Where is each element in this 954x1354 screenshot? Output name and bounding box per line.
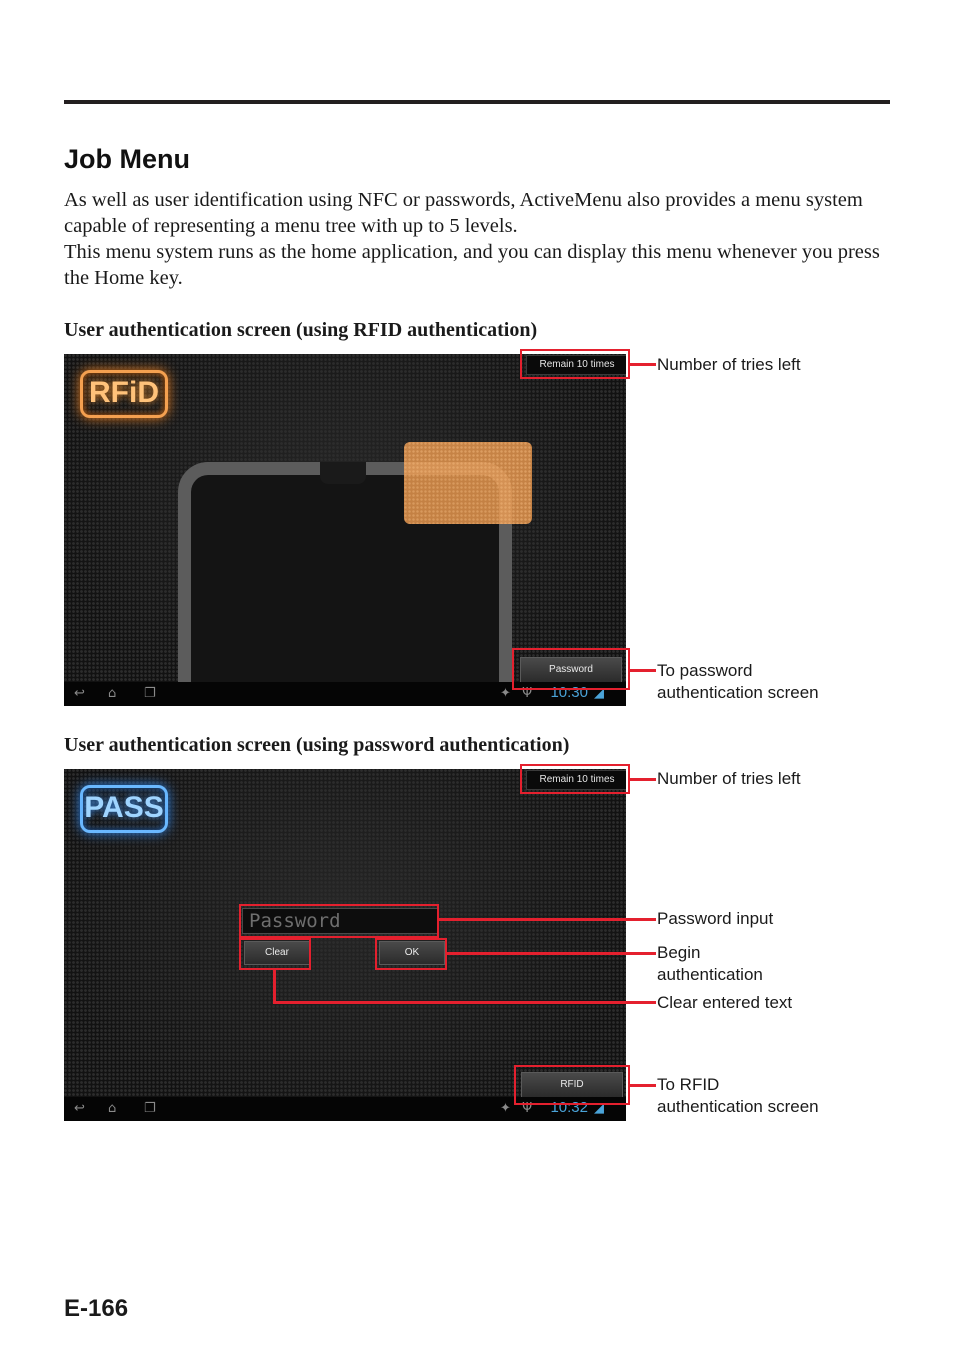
callout-begin-line2: authentication (657, 965, 763, 984)
remain-highlight (520, 349, 630, 379)
clear-button[interactable]: Clear (244, 941, 310, 965)
rfid-card-illustration (404, 442, 532, 524)
recent-apps-icon[interactable]: ❐ (144, 1101, 156, 1116)
page-number: E-166 (64, 1295, 129, 1322)
callout-begin-line1: Begin (657, 943, 701, 962)
intro-paragraph-1: As well as user identification using NFC or passwords, ActiveMenu also provides a menu system capable of representing a menu tree with up to 5 levels. (64, 189, 863, 237)
back-icon[interactable]: ↩ (74, 1101, 85, 1116)
callout-clear-text: Clear entered text (657, 993, 793, 1012)
callout-to-password (657, 660, 819, 704)
remain-leader (630, 778, 656, 781)
home-icon[interactable]: ⌂ (108, 686, 117, 701)
callout-begin-auth (657, 942, 763, 986)
pass-logo: PASS (80, 785, 168, 833)
clear-leader-horizontal (273, 1001, 656, 1004)
callout-password-input: Password input (657, 909, 774, 928)
ok-button-highlight (375, 938, 447, 970)
remain-tries-badge: Remain 10 times (526, 355, 626, 375)
callout-to-rfid (657, 1074, 819, 1118)
android-icon: ✦ (500, 686, 511, 701)
remain-leader (630, 363, 656, 366)
callout-to-rfid-line1: To RFID (657, 1075, 720, 1094)
status-clock: 10:32 (550, 1099, 588, 1116)
remain-tries-badge: Remain 10 times (526, 770, 626, 790)
clear-leader-vertical (273, 970, 276, 1003)
ok-button[interactable]: OK (379, 941, 445, 965)
page-title: Job Menu (64, 144, 190, 174)
password-button-highlight (512, 648, 630, 690)
rfid-leader (630, 1084, 656, 1087)
password-input-leader (439, 918, 656, 921)
rfid-logo: RFiD (80, 370, 168, 418)
rfid-button[interactable]: RFID (521, 1072, 623, 1098)
android-icon: ✦ (500, 1101, 511, 1116)
pass-subheading: User authentication screen (using password authentication) (64, 734, 570, 756)
wifi-icon: ◢ (594, 686, 604, 701)
callout-to-password-line2: authentication screen (657, 683, 819, 702)
callout-tries-left: Number of tries left (657, 355, 801, 374)
recent-apps-icon[interactable]: ❐ (144, 686, 156, 701)
callout-to-password-line1: To password (657, 661, 753, 680)
rfid-button-highlight (514, 1065, 630, 1105)
intro-paragraph-2: This menu system runs as the home application, and you can display this menu whenever you press the Home key. (64, 241, 880, 289)
password-input-highlight (239, 904, 439, 938)
usb-icon: Ψ (522, 686, 533, 701)
clear-button-highlight (239, 938, 311, 970)
back-icon[interactable]: ↩ (74, 686, 85, 701)
callout-to-rfid-line2: authentication screen (657, 1097, 819, 1116)
status-clock: 10:30 (550, 684, 588, 701)
callout-tries-left: Number of tries left (657, 769, 801, 788)
top-rule (64, 100, 890, 104)
tablet-notch (320, 462, 366, 484)
password-button[interactable]: Password (520, 657, 622, 683)
rfid-subheading: User authentication screen (using RFID authentication) (64, 319, 538, 341)
remain-highlight (520, 764, 630, 794)
wifi-icon: ◢ (594, 1101, 604, 1116)
home-icon[interactable]: ⌂ (108, 1101, 117, 1116)
ok-leader (447, 952, 656, 955)
usb-icon: Ψ (522, 1101, 533, 1116)
password-input[interactable]: Password (242, 908, 438, 934)
password-leader (630, 669, 656, 672)
intro-text (64, 187, 890, 291)
